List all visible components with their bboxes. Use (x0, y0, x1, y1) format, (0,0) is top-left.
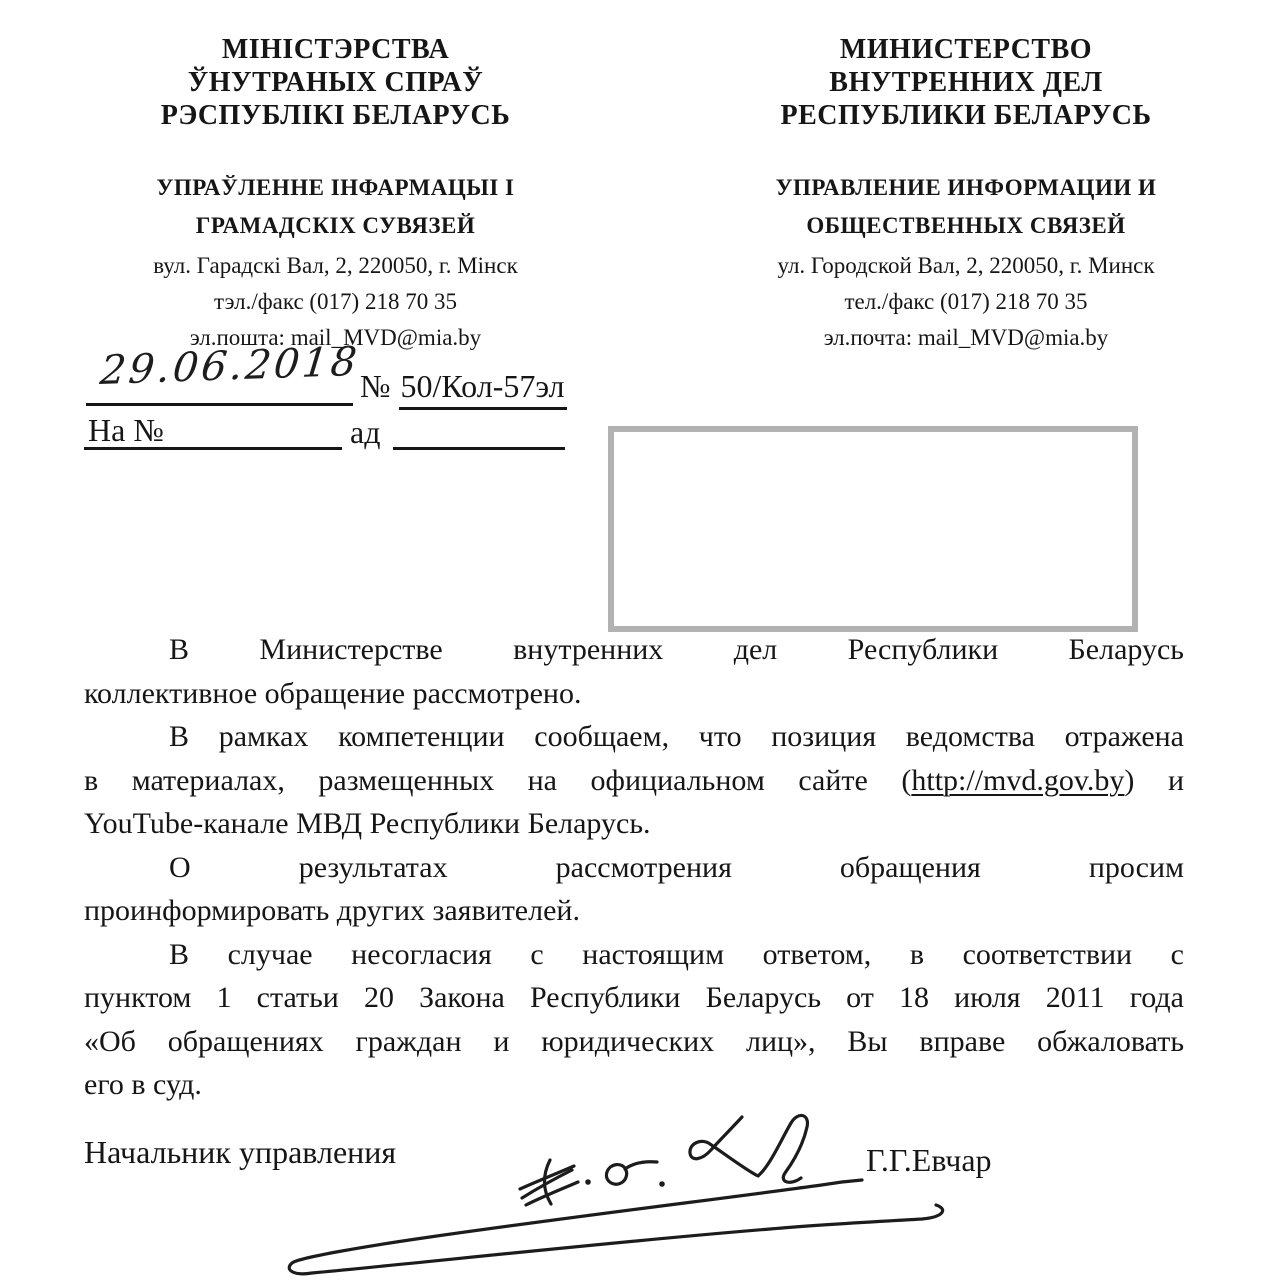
department-line: ГРАМАДСКІХ СУВЯЗЕЙ (195, 213, 476, 238)
incoming-number-underline (84, 447, 342, 450)
org-name-line: РЕСПУБЛИКИ БЕЛАРУСЬ (780, 100, 1152, 131)
body-line: В случае несогласия с настоящим ответом, в соответствии с (169, 937, 1184, 971)
mvd-website-link[interactable]: http://mvd.gov.by (911, 763, 1125, 797)
signer-title: Начальник управления (84, 1134, 397, 1170)
body-text-segment: ) и (1124, 763, 1184, 797)
email-address: эл.почта: mail_MVD@mia.by (823, 325, 1109, 350)
body-line: «Об обращениях граждан и юридических лиц», Вы вправе обжаловать (84, 1024, 1184, 1058)
body-line: коллективное обращение рассмотрено. (84, 676, 582, 710)
address-block (690, 248, 1242, 356)
signer-name: Г.Г.Евчар (866, 1142, 992, 1178)
recipient-redacted-box (608, 426, 1138, 632)
street-address: вул. Гарадскі Вал, 2, 220050, г. Мінск (153, 253, 518, 278)
phone-fax: тэл./факс (017) 218 70 35 (214, 289, 457, 314)
body-line: В Министерстве внутренних дел Республики Беларусь (169, 633, 1184, 666)
letterhead-right-column (690, 33, 1242, 356)
org-name-line: МИНИСТЕРСТВО (839, 34, 1093, 65)
department-name (78, 169, 593, 245)
outgoing-number (360, 368, 567, 410)
phone-fax: тел./факс (017) 218 70 35 (844, 289, 1088, 314)
body-line: О результатах рассмотрения обращения просим (169, 850, 1184, 884)
org-name-line: МІНІСТЭРСТВА (221, 34, 450, 65)
department-line: УПРАВЛЕНИЕ ИНФОРМАЦИИ И (775, 175, 1157, 200)
numero-sign: № (360, 368, 399, 404)
body-line: YouTube-канале МВД Республики Беларусь. (84, 807, 651, 840)
department-name (690, 169, 1242, 245)
body-line: В рамках компетенции сообщаем, что позиция ведомства отражена (169, 720, 1184, 753)
letterhead-left-column (78, 33, 593, 356)
org-name-line: РЭСПУБЛІКІ БЕЛАРУСЬ (160, 100, 511, 131)
signature-scribble (250, 1090, 970, 1280)
from-date-label: ад (350, 414, 381, 450)
department-line: УПРАЎЛЕННЕ ІНФАРМАЦЫІ І (156, 175, 515, 200)
street-address: ул. Городской Вал, 2, 220050, г. Минск (777, 253, 1155, 278)
outgoing-number-value: 50/Кол-57эл (399, 368, 567, 410)
body-line: пунктом 1 статьи 20 Закона Республики Беларусь от 18 июля 2011 года (84, 981, 1184, 1014)
incoming-number-label: На № (88, 412, 164, 448)
email-address: эл.пошта: mail_MVD@mia.by (189, 325, 482, 350)
department-line: ОБЩЕСТВЕННЫХ СВЯЗЕЙ (806, 213, 1126, 238)
body-line (84, 759, 1184, 803)
body-line: его в суд. (84, 1068, 202, 1101)
letter-body (84, 628, 1184, 1107)
from-date-underline (393, 447, 565, 450)
handwritten-date: 29.06.2018 (98, 338, 362, 394)
body-text-segment: в материалах, размещенных на официальном сайте ( (84, 763, 912, 797)
date-underline (86, 403, 353, 406)
org-name-line: ВНУТРЕННИХ ДЕЛ (829, 67, 1103, 98)
org-name-line: ЎНУТРАНЫХ СПРАЎ (187, 67, 484, 98)
body-line: проинформировать других заявителей. (84, 894, 580, 927)
